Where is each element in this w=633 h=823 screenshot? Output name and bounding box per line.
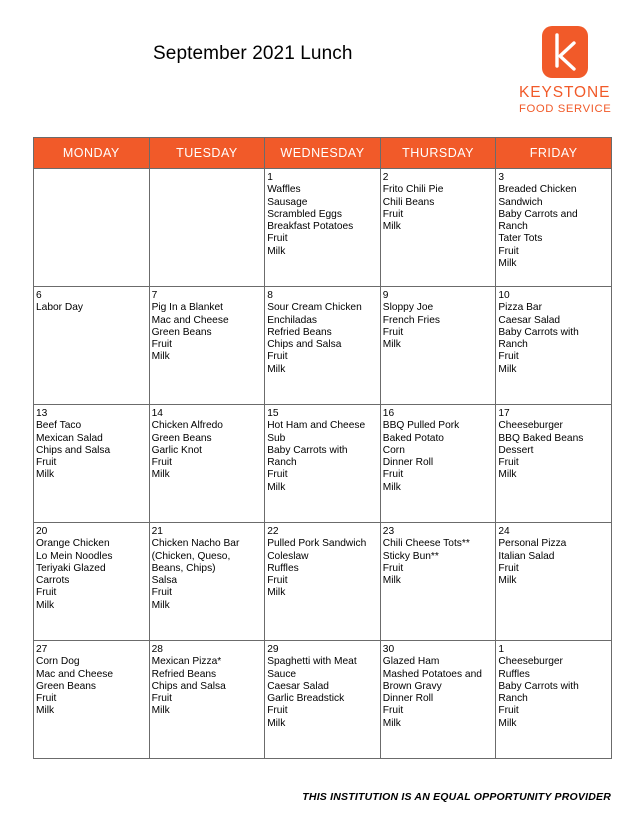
menu-item: Milk (498, 469, 517, 481)
day-cell (34, 169, 150, 287)
menu-item: Baby Carrots with (267, 444, 348, 456)
day-cell (265, 287, 381, 405)
menu-item: Fruit (267, 351, 288, 363)
week-row (34, 523, 612, 641)
day-cell (265, 523, 381, 641)
menu-item: Milk (382, 575, 401, 587)
menu-item: Mexican Pizza* (151, 656, 222, 668)
menu-item: French Fries (382, 314, 440, 326)
menu-item: Milk (498, 258, 517, 270)
menu-item: Teriyaki Glazed (36, 562, 106, 574)
menu-item: Chili Beans (382, 196, 435, 208)
keystone-k-icon (542, 26, 588, 78)
header-monday: MONDAY (34, 138, 150, 169)
menu-item: Spaghetti with Meat (267, 656, 357, 668)
menu-item: Personal Pizza (498, 538, 567, 550)
menu-item: Sloppy Joe (382, 302, 434, 314)
menu-item: Enchiladas (267, 314, 318, 326)
menu-item: Fruit (498, 705, 519, 717)
day-number: 8 (267, 290, 273, 301)
menu-item: Green Beans (151, 432, 212, 444)
menu-item: Milk (382, 717, 401, 729)
day-number: 15 (267, 408, 279, 419)
menu-item: Pig In a Blanket (151, 302, 223, 314)
day-number: 9 (382, 290, 389, 301)
menu-item: Orange Chicken (36, 538, 110, 550)
day-cell (265, 641, 381, 759)
menu-item: Fruit (382, 326, 404, 338)
menu-item: Sandwich (498, 196, 543, 208)
day-number: 30 (382, 644, 395, 655)
day-number: 29 (267, 644, 279, 655)
menu-item: Milk (151, 469, 170, 481)
header-friday: FRIDAY (496, 138, 612, 169)
day-cell (149, 405, 265, 523)
menu-item: Waffles (267, 184, 301, 196)
menu-item: Milk (267, 481, 286, 493)
day-number: 1 (498, 644, 505, 655)
menu-item: Frito Chili Pie (382, 184, 444, 196)
day-cell (380, 405, 496, 523)
menu-item: Chips and Salsa (151, 680, 226, 692)
menu-item: Corn Dog (36, 656, 80, 668)
day-cell (380, 169, 496, 287)
menu-item: Mexican Salad (36, 432, 103, 444)
menu-item: Milk (382, 481, 401, 493)
menu-item: Sub (267, 432, 286, 444)
day-number: 20 (36, 526, 48, 537)
menu-item: Lo Mein Noodles (36, 550, 113, 562)
menu-item: Scrambled Eggs (267, 208, 342, 220)
menu-item: Fruit (36, 457, 57, 469)
day-cell (496, 287, 612, 405)
menu-item: Green Beans (151, 326, 212, 338)
menu-item: Fruit (267, 469, 288, 481)
menu-item: Sausage (267, 196, 308, 208)
menu-item: Chicken Nacho Bar (151, 538, 240, 550)
day-cell (34, 641, 150, 759)
menu-item: Milk (151, 705, 170, 717)
menu-item: Dinner Roll (382, 693, 434, 705)
day-number: 21 (151, 526, 163, 537)
day-number: 17 (498, 408, 510, 419)
menu-item: Ranch (498, 693, 528, 705)
menu-item: Mashed Potatoes and (382, 668, 482, 680)
menu-item: Chips and Salsa (267, 339, 342, 351)
menu-item: Fruit (151, 693, 172, 705)
menu-item: Fruit (151, 457, 172, 469)
week-row (34, 641, 612, 759)
menu-item: Salsa (151, 575, 178, 587)
menu-item: Fruit (151, 339, 172, 351)
day-cell (265, 405, 381, 523)
menu-item: Milk (151, 351, 170, 363)
menu-item: Fruit (267, 575, 288, 587)
menu-item: Ranch (267, 457, 297, 469)
menu-item: Sauce (267, 668, 297, 680)
menu-item: Baby Carrots with (498, 326, 579, 338)
day-number: 28 (151, 644, 163, 655)
day-number: 3 (498, 172, 505, 183)
menu-item: Dessert (498, 444, 534, 456)
menu-item: Beef Taco (36, 420, 82, 432)
day-number: 7 (151, 290, 158, 301)
menu-item: Garlic Knot (151, 444, 202, 456)
day-cell (496, 405, 612, 523)
menu-item: Hot Ham and Cheese (267, 420, 366, 432)
menu-item: Milk (36, 469, 55, 481)
menu-item: Milk (267, 587, 286, 599)
menu-item: Milk (151, 599, 170, 611)
menu-item: Sticky Bun** (382, 550, 439, 562)
day-number: 6 (36, 290, 42, 301)
menu-item: Baby Carrots with (498, 680, 579, 692)
logo-name: KEYSTONE (519, 84, 611, 101)
menu-item: Fruit (382, 469, 404, 481)
menu-item: Milk (36, 705, 55, 717)
menu-item: Garlic Breadstick (267, 693, 345, 705)
menu-item: Sour Cream Chicken (267, 302, 362, 314)
day-cell (496, 169, 612, 287)
day-cell (34, 405, 150, 523)
lunch-calendar (33, 137, 612, 759)
week-row (34, 169, 612, 287)
day-cell (149, 287, 265, 405)
day-cell (380, 287, 496, 405)
menu-item: Labor Day (36, 302, 84, 314)
day-cell (149, 523, 265, 641)
menu-item: Coleslaw (267, 550, 309, 562)
menu-item: Italian Salad (498, 550, 555, 562)
header-thursday: THURSDAY (380, 138, 496, 169)
menu-item: Fruit (498, 351, 519, 363)
day-cell (380, 641, 496, 759)
day-cell (265, 169, 381, 287)
menu-item: Fruit (498, 457, 519, 469)
week-row (34, 287, 612, 405)
menu-item: Fruit (36, 693, 57, 705)
menu-item: Ruffles (498, 668, 530, 680)
menu-item: Milk (36, 599, 55, 611)
day-cell (34, 287, 150, 405)
menu-item: Glazed Ham (382, 656, 440, 668)
week-row (34, 405, 612, 523)
menu-item: Fruit (498, 562, 519, 574)
menu-item: Fruit (267, 705, 288, 717)
menu-item: Beans, Chips) (151, 562, 216, 574)
menu-item: Corn (382, 444, 405, 456)
day-number: 23 (382, 526, 395, 537)
day-cell (496, 523, 612, 641)
logo-subtitle: FOOD SERVICE (519, 103, 612, 115)
menu-item: Brown Gravy (382, 680, 442, 692)
menu-item: Refried Beans (267, 326, 332, 338)
day-number: 10 (498, 290, 510, 301)
menu-item: Fruit (382, 562, 404, 574)
menu-item: Fruit (151, 587, 172, 599)
keystone-logo (514, 24, 619, 120)
menu-item: Caesar Salad (267, 680, 329, 692)
menu-item: Milk (267, 245, 286, 257)
menu-item: BBQ Baked Beans (498, 432, 584, 444)
menu-item: Fruit (382, 208, 404, 220)
menu-item: Mac and Cheese (151, 314, 229, 326)
equal-opportunity-statement: THIS INSTITUTION IS AN EQUAL OPPORTUNITY PROVIDER (302, 791, 611, 803)
menu-item: Milk (382, 221, 401, 233)
menu-item: Chili Cheese Tots** (382, 538, 470, 550)
day-cell (34, 523, 150, 641)
day-number: 16 (382, 408, 395, 419)
menu-item: Ranch (498, 221, 528, 233)
menu-item: Cheeseburger (498, 420, 563, 432)
menu-item: Fruit (382, 705, 404, 717)
day-number: 27 (36, 644, 48, 655)
menu-item: Milk (382, 339, 401, 351)
menu-item: Milk (267, 363, 286, 375)
menu-item: Pulled Pork Sandwich (267, 538, 367, 550)
header-tuesday: TUESDAY (149, 138, 265, 169)
menu-item: (Chicken, Queso, (151, 550, 231, 562)
menu-item: Refried Beans (151, 668, 217, 680)
menu-item: Green Beans (36, 680, 97, 692)
day-cell (149, 641, 265, 759)
menu-item: Dinner Roll (382, 457, 434, 469)
day-number: 2 (382, 172, 389, 183)
menu-item: Fruit (498, 245, 519, 257)
menu-item: Chips and Salsa (36, 444, 111, 456)
weekday-header-row (34, 138, 612, 169)
day-number: 22 (267, 526, 279, 537)
menu-item: BBQ Pulled Pork (382, 420, 460, 432)
menu-item: Milk (267, 717, 286, 729)
menu-item: Mac and Cheese (36, 668, 114, 680)
menu-item: Milk (498, 717, 517, 729)
menu-item: Breaded Chicken (498, 184, 577, 196)
menu-item: Cheeseburger (498, 656, 563, 668)
header-wednesday: WEDNESDAY (265, 138, 381, 169)
menu-item: Milk (498, 575, 517, 587)
menu-item: Milk (498, 363, 517, 375)
menu-item: Pizza Bar (498, 302, 542, 314)
day-number: 14 (151, 408, 163, 419)
day-number: 13 (36, 408, 48, 419)
day-number: 24 (498, 526, 510, 537)
day-cell (380, 523, 496, 641)
menu-item: Fruit (267, 233, 288, 245)
day-cell (496, 641, 612, 759)
menu-item: Fruit (36, 587, 57, 599)
menu-item: Baby Carrots and (498, 208, 578, 220)
menu-item: Ranch (498, 339, 528, 351)
day-cell (149, 169, 265, 287)
page-title: September 2021 Lunch (153, 43, 353, 64)
menu-item: Baked Potato (382, 432, 444, 444)
menu-item: Caesar Salad (498, 314, 561, 326)
menu-item: Ruffles (267, 562, 299, 574)
menu-item: Chicken Alfredo (151, 420, 223, 432)
day-number: 1 (267, 172, 273, 183)
menu-item: Carrots (36, 575, 70, 587)
menu-item: Breakfast Potatoes (267, 221, 354, 233)
menu-item: Tater Tots (498, 233, 543, 245)
